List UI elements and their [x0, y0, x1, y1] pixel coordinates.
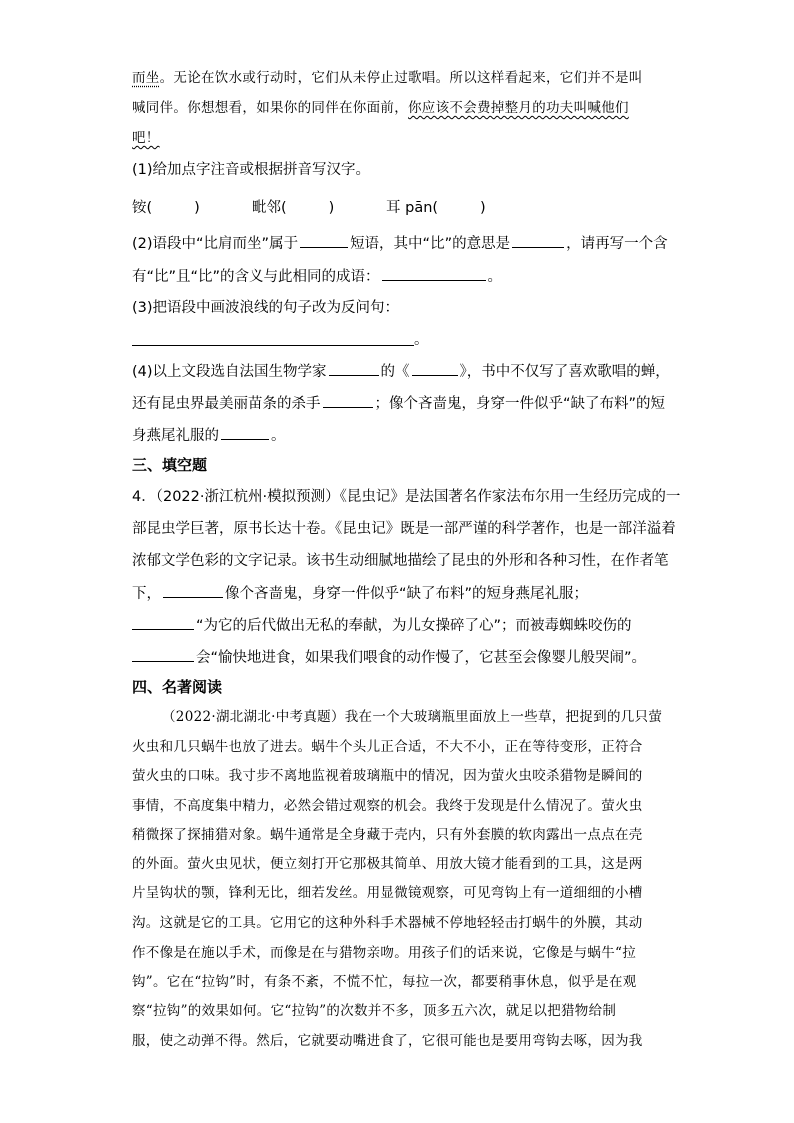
- s4-line: 钩”。它在“拉钩”时，有条不紊，不慌不忙，每拉一次，都要稍事休息，似乎是在观: [132, 974, 637, 990]
- q3-prompt: (3)把语段中画波浪线的句子改为反问句：: [132, 300, 400, 316]
- wavy-sentence: 你应该不会费掉整月的功夫叫喊他们: [408, 100, 629, 116]
- s4-line: 事情，不高度集中精力，必然会错过观察的机会。我终于发现是什么情况了。萤火虫: [132, 798, 643, 814]
- s3-line-1: 4．（2022·浙江杭州·模拟预测）《昆虫记》是法国著名作家法布尔用一生经历完成的一: [132, 489, 681, 505]
- s4-line: 察“拉钩”的效果如何。它“拉钩”的次数并不多，顶多五六次，就足以把猎物给制: [132, 1003, 617, 1019]
- answer-blank[interactable]: [382, 266, 486, 281]
- answer-blank[interactable]: [132, 647, 194, 662]
- s4-line: 萤火虫的口味。我寸步不离地监视着玻璃瓶中的情况，因为萤火虫咬杀猎物是瞬间的: [132, 768, 643, 784]
- q4-line-2: 还有昆虫界最美丽苗条的杀手 ；像个吝啬鬼，身穿一件似乎“缺了布料”的短: [132, 393, 665, 414]
- dotted-word: 而坐: [132, 70, 160, 86]
- q2-line-1: (2)语段中“比肩而坐”属于 短语，其中“比”的意思是 ，请再写一个含: [132, 233, 668, 254]
- answer-blank[interactable]: [323, 393, 373, 408]
- s4-line: 火虫和几只蜗牛也放了进去。蜗牛个头儿正合适，不大不小，正在等待变形，正符合: [132, 739, 643, 755]
- q1-item-3: 耳 pān( ): [386, 200, 486, 216]
- passage-line-2: 喊同伴。你想想看，如果你的同伴在你面前，你应该不会费掉整月的功夫叫喊他们: [132, 100, 629, 116]
- q1-item-1: 铵( ): [132, 200, 200, 216]
- section-4-title: 四、名著阅读: [132, 678, 223, 696]
- q1-prompt: (1)给加点字注音或根据拼音写汉字。: [132, 162, 371, 178]
- passage-line-3: 吧！: [132, 130, 160, 146]
- answer-blank[interactable]: [221, 425, 269, 440]
- answer-blank[interactable]: [300, 233, 348, 248]
- s4-line: （2022·湖北湖北·中考真题）我在一个大玻璃瓶里面放上一些草，把捉到的几只萤: [162, 709, 663, 725]
- q1-item-2: 毗邻( ): [252, 200, 335, 216]
- s3-line-2: 部昆虫学巨著，原书长达十卷。《昆虫记》既是一部严谨的科学著作，也是一部洋溢着: [132, 521, 676, 537]
- q4-line-3: 身燕尾礼服的 。: [132, 425, 286, 446]
- s3-line-5: “为它的后代做出无私的奉献，为儿女操碎了心”；而被毒蜘蛛咬伤的: [132, 615, 632, 636]
- s3-line-6: 会“愉快地进食，如果我们喂食的动作慢了，它甚至会像婴儿般哭闹”。: [132, 647, 646, 668]
- answer-blank[interactable]: [412, 361, 458, 376]
- s4-line: 作不像是在施以手术，而像是在与猎物亲吻。用孩子们的话来说，它像是与蜗牛“拉: [132, 945, 637, 961]
- answer-blank[interactable]: [163, 583, 223, 598]
- q2-line-2: 有“比”且“比”的含义与此相同的成语： 。: [132, 266, 502, 287]
- s4-line: 的外面。萤火虫见状，便立刻打开它那极其简单、用放大镜才能看到的工具，这是两: [132, 856, 643, 872]
- s3-line-4: 下， 像个吝啬鬼，身穿一件似乎“缺了布料”的短身燕尾礼服；: [132, 583, 588, 604]
- section-3-title: 三、填空题: [132, 456, 208, 474]
- answer-blank[interactable]: [132, 615, 194, 630]
- answer-blank[interactable]: [329, 361, 379, 376]
- s4-line: 服，使之动弹不得。然后，它就要动嘴进食了，它很可能也是要用弯钩去啄，因为我: [132, 1033, 643, 1049]
- passage-line-1: 而坐。无论在饮水或行动时，它们从未停止过歌唱。所以这样看起来，它们并不是叫: [132, 70, 643, 86]
- q4-line-1: (4)以上文段选自法国生物学家 的《 》，书中不仅写了喜欢歌唱的蝉，: [132, 361, 670, 382]
- s4-line: 片呈钩状的颚，锋利无比，细若发丝。用显微镜观察，可见弯钩上有一道细细的小槽: [132, 885, 643, 901]
- s3-line-3: 浓郁文学色彩的文字记录。该书生动细腻地描绘了昆虫的外形和各种习性，在作者笔: [132, 553, 669, 569]
- s4-line: 沟。这就是它的工具。它用它的这种外科手术器械不停地轻轻击打蜗牛的外膜，其动: [132, 915, 643, 931]
- q3-end: 。: [414, 332, 429, 348]
- answer-blank[interactable]: [512, 233, 564, 248]
- s4-line: 稍微探了探捕猎对象。蜗牛通常是全身藏于壳内，只有外套膜的软肉露出一点点在壳: [132, 827, 643, 843]
- q3-answer-line[interactable]: [132, 345, 414, 346]
